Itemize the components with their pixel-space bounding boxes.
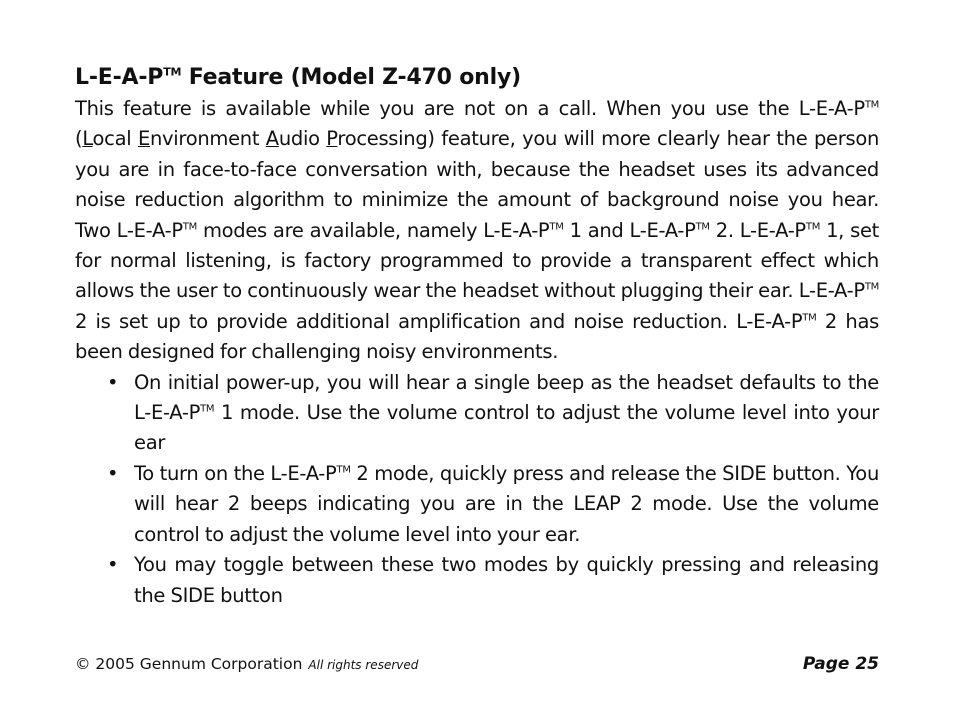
bullet-text: On initial power-up, you will hear a single beep as the headset defaults to the L-E-A-P <box>134 370 879 425</box>
paragraph-text: udio <box>278 127 327 151</box>
trademark-superscript: TM <box>163 65 182 79</box>
trademark-superscript: TM <box>182 221 197 233</box>
footer-copyright <box>75 650 418 679</box>
list-item <box>75 459 879 550</box>
acronym-letter: A <box>265 127 279 151</box>
paragraph-text: This feature is available while you are not on a call. When you use the L-E-A-P <box>75 97 865 120</box>
bullet-text: You may toggle between these two modes by quickly pressing and releasing the SIDE button <box>134 553 879 607</box>
paragraph-text: ( <box>75 127 83 151</box>
paragraph-text: ocal <box>92 127 138 151</box>
page-number: Page 25 <box>802 654 879 674</box>
bullet-text: 1 mode. Use the volume control to adjust the volume level into your ear <box>134 401 879 455</box>
paragraph-text: 1, set for normal listening, is factory programmed to provide a transparent effect which allows the user to continuously wear the headset without plugging their ear. L-E-A-P <box>75 218 879 303</box>
trademark-superscript: TM <box>805 221 821 233</box>
trademark-superscript: TM <box>695 221 710 233</box>
paragraph-text: modes are available, namely L-E-A-P <box>196 218 550 242</box>
trademark-superscript: TM <box>802 312 817 324</box>
paragraph-text: 2 has been designed for challenging noisy environments. <box>75 309 879 364</box>
paragraph-text: ) feature, you will more clearly hear the person you are in face-to-face conversation with, because the headset uses its advanced noise reduction algorithm to minimize the amount of background noise you hear. Two L-E-A-P <box>75 127 880 242</box>
bullet-marker: • <box>107 553 119 577</box>
paragraph-text: nvironment <box>149 127 266 151</box>
trademark-superscript: TM <box>200 403 215 415</box>
trademark-superscript: TM <box>549 221 564 233</box>
section-heading <box>75 62 879 94</box>
acronym-letter: E <box>137 127 150 151</box>
paragraph-text: 2. L-E-A-P <box>709 218 806 242</box>
document-page <box>75 62 879 611</box>
heading-prefix: L-E-A-P <box>75 65 164 90</box>
bullet-marker: • <box>107 370 119 394</box>
copyright-text: © 2005 Gennum Corporation <box>75 655 303 673</box>
heading-suffix: Feature (Model Z-470 only) <box>181 65 521 90</box>
intro-paragraph <box>75 94 879 368</box>
bullet-text: To turn on the L-E-A-P <box>134 461 337 485</box>
paragraph-text: rocessing <box>337 127 428 151</box>
bullet-list <box>75 368 879 611</box>
acronym-letter: P <box>326 127 338 151</box>
trademark-superscript: TM <box>864 99 879 111</box>
bullet-text: 2 mode, quickly press and release the SIDE button. You will hear 2 beeps indicating you are in the LEAP 2 mode. Use the volume control to adjust the volume level into your ear. <box>134 461 880 546</box>
bullet-marker: • <box>107 461 119 485</box>
trademark-superscript: TM <box>336 464 351 476</box>
trademark-superscript: TM <box>864 281 879 293</box>
acronym-letter: L <box>82 127 93 151</box>
paragraph-text: 1 and L-E-A-P <box>563 218 696 242</box>
page-footer <box>75 650 879 678</box>
rights-reserved-text: All rights reserved <box>308 658 419 672</box>
list-item <box>75 368 879 459</box>
paragraph-text: 2 is set up to provide additional amplification and noise reduction. L-E-A-P <box>75 309 803 333</box>
list-item <box>75 550 879 611</box>
